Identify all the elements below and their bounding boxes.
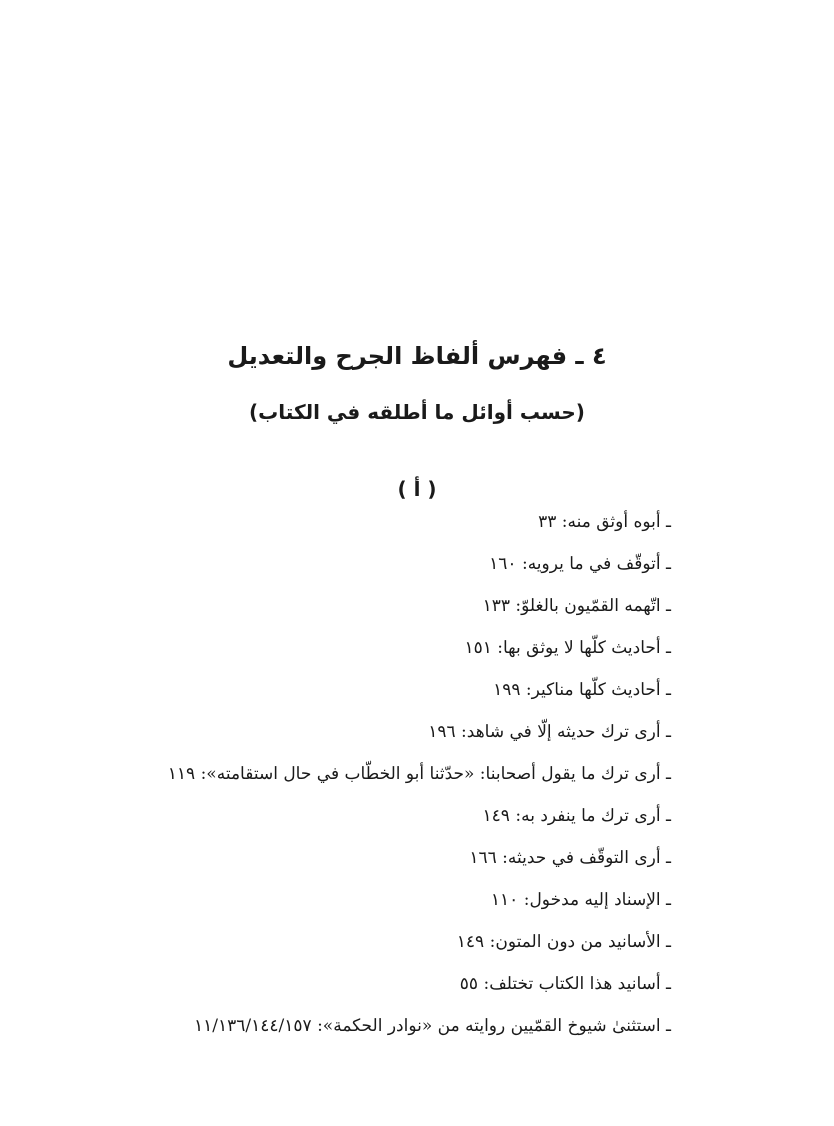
index-entry-list [151,501,671,1047]
chapter-subtitle: (حسب أوائل ما أطلقه في الكتاب) [249,400,585,424]
index-entry: ـ أرى ترك حديثه إلّا في شاهد: ١٩٦ [428,722,671,742]
index-entry: ـ أحاديث كلّها مناكير: ١٩٩ [493,680,671,700]
index-entry: ـ الأسانيد من دون المتون: ١٤٩ [456,932,671,952]
index-entry: ـ الإسناد إليه مدخول: ١١٠ [490,890,671,910]
index-entry: ـ أبوه أوثق منه: ٣٣ [538,512,671,532]
index-entry: ـ استثنىٰ شيوخ القمّيين روايته من «نوادر الحكمة»: ١١/١٣٦/١٤٤/١٥٧ [194,1016,671,1036]
index-entry: ـ أرى ترك ما ينفرد به: ١٤٩ [482,806,671,826]
chapter-title: ٤ ـ فهرس ألفاظ الجرح والتعديل [227,342,607,370]
section-letter-heading: ( أ ) [397,477,437,501]
index-entry: ـ أرى التوقّف في حديثه: ١٦٦ [469,848,671,868]
index-entry: ـ أحاديث كلّها لا يوثق بها: ١٥١ [464,638,671,658]
index-entry: ـ أسانيد هذا الكتاب تختلف: ٥٥ [459,974,671,994]
index-entry: ـ أرى ترك ما يقول أصحابنا: «حدّثنا أبو الخطّاب في حال استقامته»: ١١٩ [167,764,671,784]
index-entry: ـ أتوقّف في ما يرويه: ١٦٠ [489,554,671,574]
index-entry: ـ اتّهمه القمّيون بالغلوّ: ١٣٣ [482,596,671,616]
